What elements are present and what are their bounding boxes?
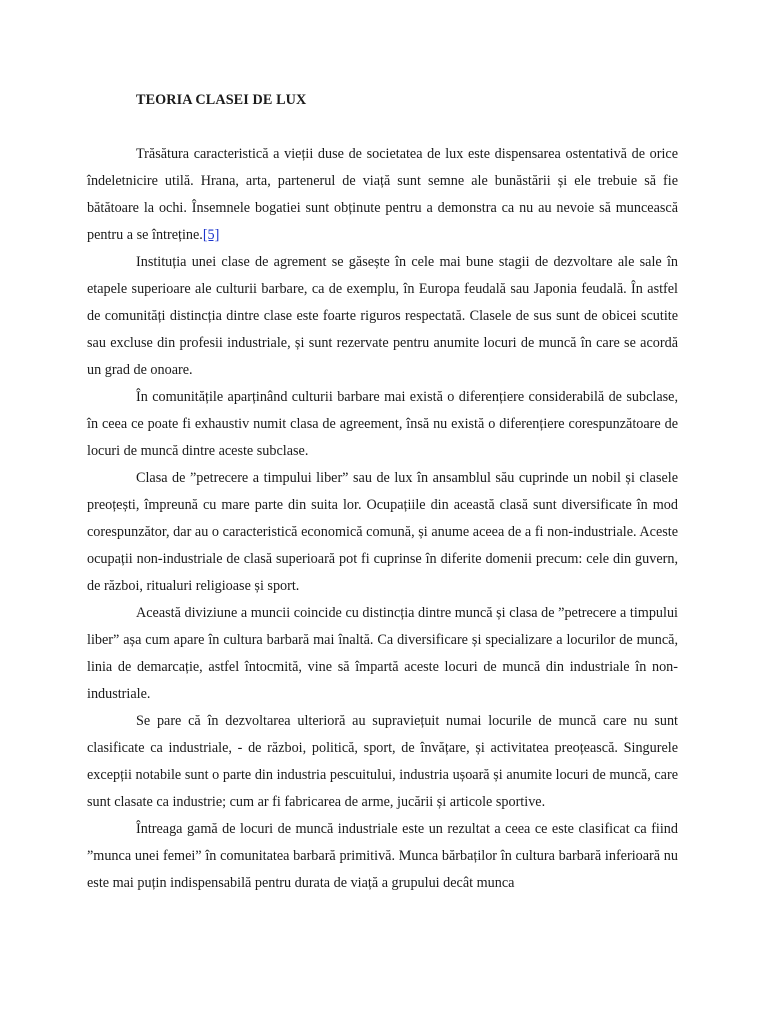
paragraph-2: Instituția unei clase de agrement se găsește în cele mai bune stagii de dezvoltare ale sale în etapele superioare ale culturii barbare, ca de exemplu, în Europa feudală sau Japonia feudală. În astfel de comunități distincția dintre clase este foarte riguros respectată. Clasele de sus sunt de obicei scutite sau excluse din profesii industriale, și sunt rezervate pentru anumite locuri de muncă în care se acordă un grad de onoare. [87,254,678,378]
paragraph-6: Se pare că în dezvoltarea ulterioră au supraviețuit numai locurile de muncă care nu sunt clasificate ca industriale, - de război, politică, sport, de învățare, și activitatea preoțească. Singurele excepții notabile sunt o parte din industria pescuitului, industria ușoară și anumite locuri de muncă, care sunt clasate ca industrie; cum ar fi fabricarea de arme, jucării și articole sportive. [87,713,678,810]
paragraph-5: Această diviziune a muncii coincide cu distincția dintre muncă și clasa de ”petrecere a timpului liber” așa cum apare în cultura barbară mai înaltă. Ca diversificare și specializare a locurilor de muncă, linia de demarcație, astfel întocmită, vine să împartă aceste locuri de muncă din industriale în non-industriale. [87,605,678,702]
paragraph-3: În comunitățile aparținând culturii barbare mai există o diferențiere considerabilă de subclase, în ceea ce poate fi exhaustiv numit clasa de agreement, însă nu există o diferențiere corespunzătoare de locuri de muncă dintre aceste subclase. [87,389,678,459]
footnote-link-5[interactable]: [5] [202,227,220,243]
paragraph-1-text: Trăsătura caracteristică a vieții duse de societatea de lux este dispensarea ostentativă de orice îndeletnicire utilă. Hrana, arta, partenerul de viață sunt semne ale bunăstării și ele trebuie să fie bătătoare la ochi. Însemnele bogatiei sunt obținute pentru a demonstra ca nu au nevoie să muncească pentru a se întreține. [87,146,678,243]
document-title: TEORIA CLASEI DE LUX [136,92,307,108]
paragraph-4: Clasa de ”petrecere a timpului liber” sau de lux în ansamblul său cuprinde un nobil și clasele preoțești, împreună cu mare parte din suita lor. Ocupațiile din această clasă sunt diversificate în mod corespunzător, dar au o caracteristică economică comună, și anume aceea de a fi non-industriale. Aceste ocupații non-industriale de clasă superioară pot fi cuprinse în diferite domenii precum: cele din guvern, de război, ritualuri religioase și sport. [87,470,678,594]
paragraph-7: Întreaga gamă de locuri de muncă industriale este un rezultat a ceea ce este clasificat ca fiind ”munca unei femei” în comunitatea barbară primitivă. Munca bărbaților în cultura barbară inferioară nu este mai puțin indispensabilă pentru durata de viață a grupului decât munca [87,821,678,891]
document-body [87,141,678,897]
paragraph-1 [87,141,678,249]
